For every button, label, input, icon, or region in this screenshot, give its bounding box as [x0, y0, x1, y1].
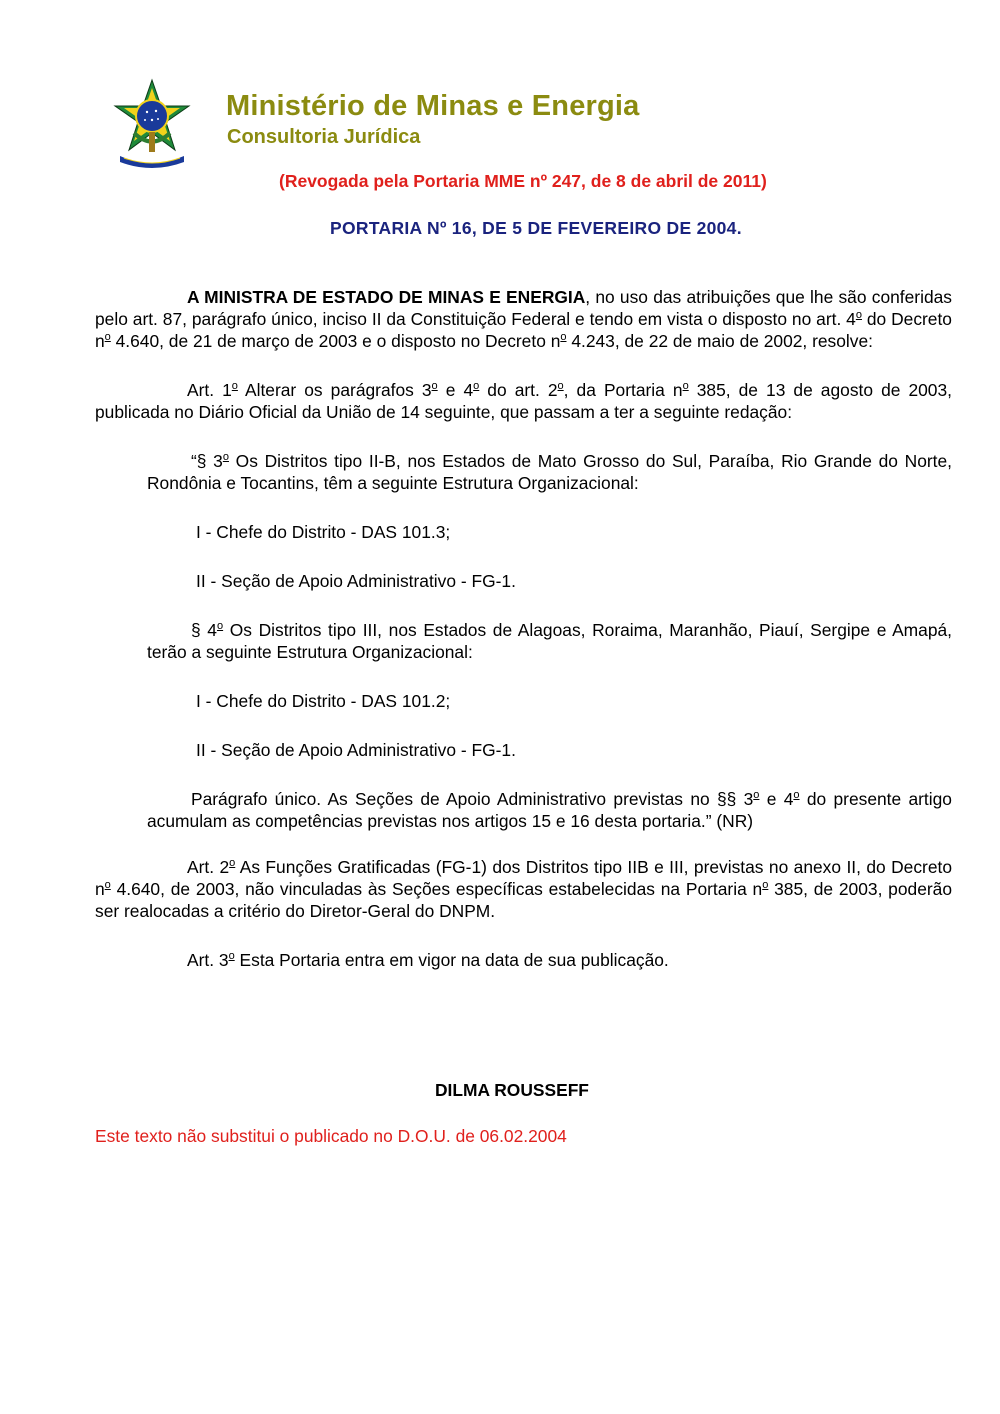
- article-3: Art. 3$^o$ Esta Portaria entra em vigor na data de sua publicação.: [187, 950, 669, 970]
- list-item: II - Seção de Apoio Administrativo - FG-1.: [196, 571, 516, 591]
- article-1: Art. 1$^o$ Alterar os parágrafos 3$^o$ e 4$^o$ do art. 2$^o$, da Portaria $n^o$ 385, de 13 de agosto de 2003, publicada no Diário Oficial da União de 14 seguinte, que passam a ter a seguinte redação:: [95, 380, 952, 422]
- list-item: I - Chefe do Distrito - DAS 101.2;: [196, 691, 451, 711]
- paragraph-4: § 4$^o$ Os Distritos tipo III, nos Estados de Alagoas, Roraima, Maranhão, Piauí, Sergipe e Amapá, terão a seguinte Estrutura Organizacional:: [147, 620, 952, 662]
- preamble-paragraph: A MINISTRA DE ESTADO DE MINAS E ENERGIA, no uso das atribuições que lhe são conferidas pelo art. 87, parágrafo único, inciso II da Constituição Federal e tendo em vista o disposto no art. 4$^o$ do Decreto $n^o$ 4.640, de 21 de março de 2003 e o disposto no Decreto $n^o$ 4.243, de 22 de maio de 2002, resolve:: [95, 287, 952, 351]
- coat-of-arms-icon: [112, 78, 192, 168]
- disclaimer-note: Este texto não substitui o publicado no D.O.U. de 06.02.2004: [95, 1126, 567, 1146]
- paragraph-3: “§ 3$^o$ Os Distritos tipo II-B, nos Estados de Mato Grosso do Sul, Paraíba, Rio Grande do Norte, Rondônia e Tocantins, têm a seguinte Estrutura Organizacional:: [147, 451, 952, 493]
- list-item: I - Chefe do Distrito - DAS 101.3;: [196, 522, 451, 542]
- department-name: Consultoria Jurídica: [227, 126, 421, 148]
- article-2: Art. 2$^o$ As Funções Gratificadas (FG-1) dos Distritos tipo IIB e III, previstas no anexo II, do Decreto $n^o$ 4.640, de 2003, não vinculadas às Seções específicas estabelecidas na Portaria $n^o$ 385, de 2003, poderão ser realocadas a critério do Diretor-Geral do DNPM.: [95, 857, 953, 921]
- document-title: PORTARIA Nº 16, DE 5 DE FEVEREIRO DE 2004.: [330, 218, 742, 238]
- document-body: [95, 286, 952, 971]
- revocation-note: (Revogada pela Portaria MME nº 247, de 8 de abril de 2011): [279, 171, 767, 191]
- ministry-name: Ministério de Minas e Energia: [226, 90, 640, 122]
- paragrafo-unico: Parágrafo único. As Seções de Apoio Administrativo previstas no §§ 3$^o$ e 4$^o$ do presente artigo acumulam as competências previstas nos artigos 15 e 16 desta portaria.” (NR): [147, 789, 952, 831]
- document-header: [112, 78, 712, 178]
- list-item: II - Seção de Apoio Administrativo - FG-1.: [196, 740, 516, 760]
- signature-name: DILMA ROUSSEFF: [435, 1080, 589, 1100]
- preamble-authority: A MINISTRA DE ESTADO DE MINAS E ENERGIA: [187, 287, 586, 307]
